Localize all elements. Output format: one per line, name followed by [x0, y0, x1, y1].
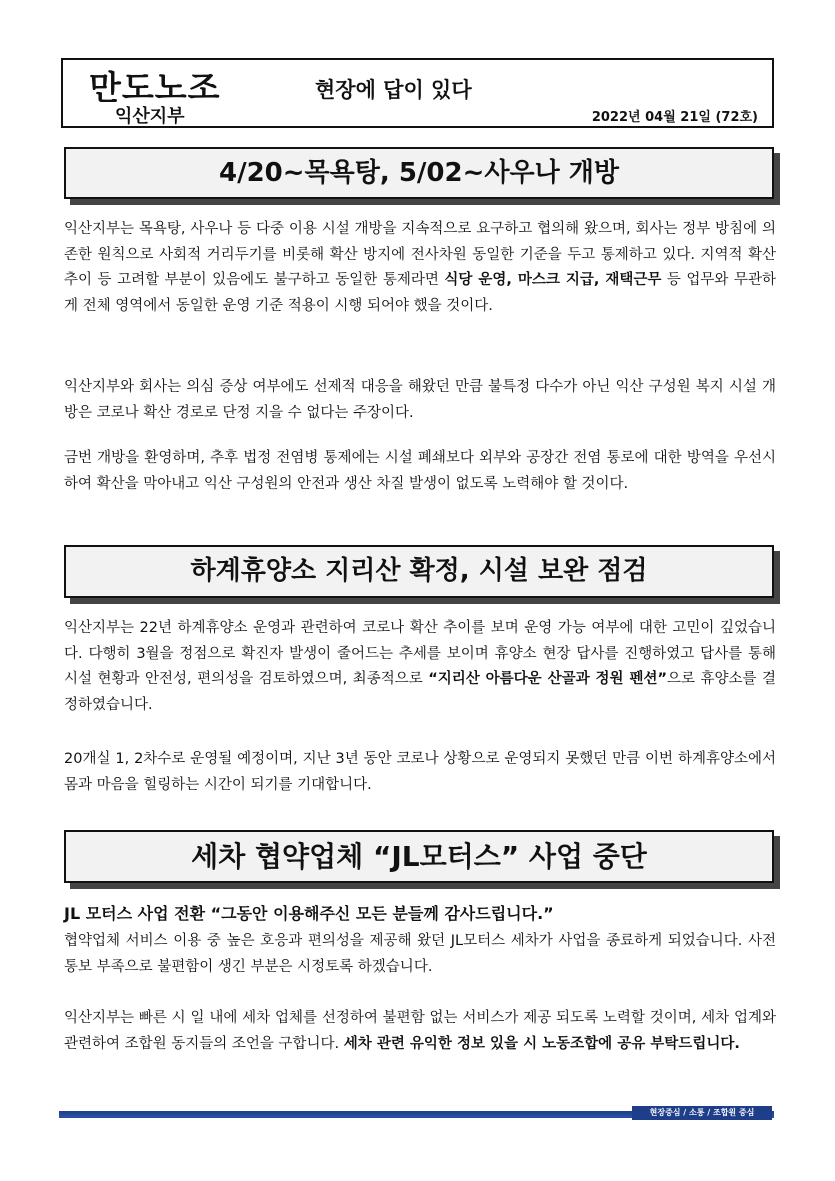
section1-paragraph-2: 익산지부와 회사는 의심 증상 여부에도 선제적 대응을 해왔던 만큼 불특정 다수가 아닌 익산 구성원 복지 시설 개방은 코로나 확산 경로로 단정 지을 수 없다는 주장이다. — [64, 379, 776, 421]
section3-subhead: JL 모터스 사업 전환 “그동안 이용해주신 모든 분들께 감사드립니다.” — [64, 904, 554, 923]
section2-paragraph-2: 20개실 1, 2차수로 운영될 예정이며, 지난 3년 동안 코로나 상황으로 운영되지 못했던 만큼 이번 하계휴양소에서 몸과 마음을 힐링하는 시간이 되기를 기대합니다. — [64, 751, 776, 793]
section1-paragraph-3: 금번 개방을 환영하며, 추후 법정 전염병 통제에는 시설 폐쇄보다 외부와 공장간 전염 통로에 대한 방역을 우선시 하여 확산을 막아내고 익산 구성원의 안전과 생산 차질 발생이 없도록 노력해야 할 것이다. — [64, 450, 776, 492]
masthead — [61, 58, 774, 128]
footer-tagline: 현장중심 / 소통 / 조합원 중심 — [632, 1106, 772, 1120]
section3-paragraph-1: 협약업체 서비스 이용 중 높은 호응과 편의성을 제공해 왔던 JL모터스 세차가 사업을 종료하게 되었습니다. 사전 통보 부족으로 불편함이 생긴 부분은 시정토록 하겠습니다. — [64, 933, 776, 975]
headline-summer-resort: 하계휴양소 지리산 확정, 시설 보완 점검 — [64, 545, 774, 598]
section2-paragraph-1: 익산지부는 22년 하계휴양소 운영과 관련하여 코로나 확산 추이를 보며 운영 가능 여부에 대한 고민이 깊었습니다. 다행히 3월을 정점으로 확진자 발생이 줄어드는 추세를 보이며 휴양소 현장 답사를 진행하였고 답사를 통해 시설 현황과 안전성, 편의성을 검토하였으며, 최종적으로 “지리산 아름다운 산골과 정원 펜션”으로 휴양소를 결정하였습니다. — [64, 620, 776, 713]
section1-paragraph-1: 익산지부는 목욕탕, 사우나 등 다중 이용 시설 개방을 지속적으로 요구하고 협의해 왔으며, 회사는 정부 방침에 의존한 원칙으로 사회적 거리두기를 비롯해 확산 방지에 전사차원 동일한 기준을 두고 통제하고 있다. 지역적 확산 추이 등 고려할 부분이 있음에도 불구하고 동일한 통제라면 식당 운영, 마스크 지급, 재택근무 등 업무와 무관하게 전체 영역에서 동일한 운영 기준 적용이 시행 되어야 했을 것이다. — [64, 221, 776, 314]
headline-bathhouse: 4/20~목욕탕, 5/02~사우나 개방 — [64, 147, 774, 199]
section3-paragraph-2: 익산지부는 빠른 시 일 내에 세차 업체를 선정하여 불편함 없는 서비스가 제공 되도록 노력할 것이며, 세차 업계와 관련하여 조합원 동지들의 조언을 구합니다. 세차 관련 유익한 정보 있을 시 노동조합에 공유 부탁드립니다. — [64, 1010, 776, 1052]
slogan: 현장에 답이 있다 — [315, 78, 472, 102]
headline-carwash: 세차 협약업체 “JL모터스” 사업 중단 — [64, 830, 774, 883]
branch-name: 익산지부 — [115, 106, 185, 127]
issue-date: 2022년 04월 21일 (72호) — [591, 110, 758, 125]
union-title: 만도노조 — [89, 68, 221, 107]
